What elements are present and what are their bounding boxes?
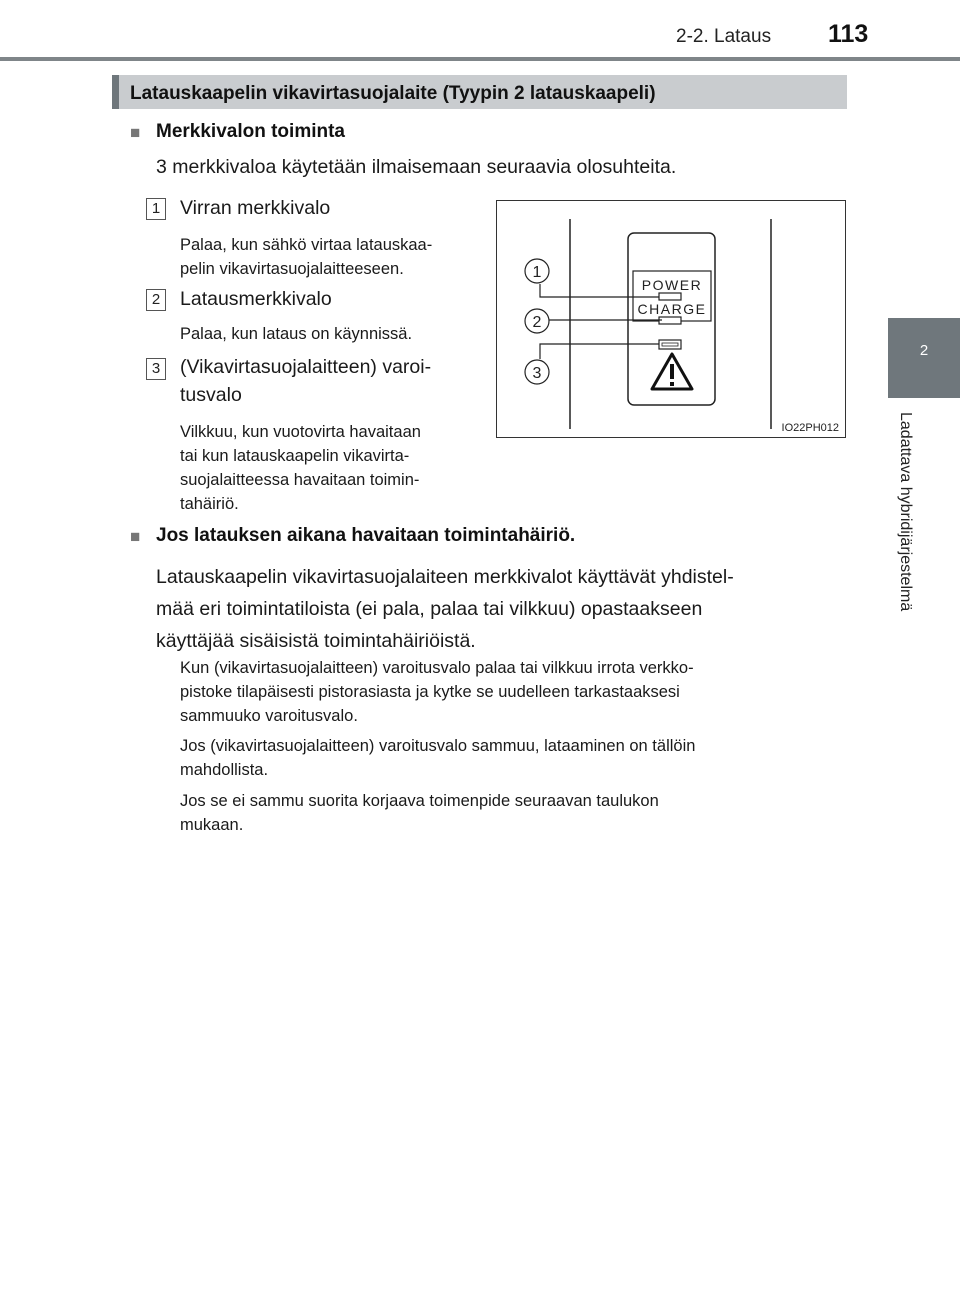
item-description-line: tai kun latauskaapelin vikavirta-: [180, 447, 410, 465]
section2-paragraph: [180, 789, 839, 837]
callout-number: 2: [532, 314, 542, 331]
item-title: Virran merkkivalo: [180, 197, 331, 219]
item-description-line: suojalaitteessa havaitaan toimin-: [180, 471, 420, 489]
item-title-line: (Vikavirtasuojalaitteen) varoi-: [180, 356, 432, 378]
section-label: 2-2. Lataus: [676, 26, 772, 47]
section2-intro: [156, 561, 839, 657]
item-description-line: tahäiriö.: [180, 495, 239, 513]
item-description-line: Vilkkuu, kun vuotovirta havaitaan: [180, 423, 421, 441]
power-label: POWER: [641, 277, 703, 293]
item-title-line: tusvalo: [180, 384, 242, 406]
paragraph-line: sammuuko varoitusvalo.: [180, 707, 358, 725]
section2-paragraph: [180, 734, 839, 782]
bullet-square-icon: ■: [130, 527, 141, 546]
paragraph-line: Jos (vikavirtasuojalaitteen) varoitusvalo sammuu, lataaminen on tällöin: [180, 737, 696, 755]
item-description-line: Palaa, kun sähkö virtaa latauskaa-: [180, 236, 433, 254]
charge-lamp: [659, 317, 681, 324]
section2-intro-line: mää eri toimintatiloista (ei pala, palaa tai vilkkuu) opastaakseen: [156, 598, 703, 620]
item-title: Latausmerkkivalo: [180, 288, 332, 310]
paragraph-line: Kun (vikavirtasuojalaitteen) varoitusvalo palaa tai vilkkuu irrota verkko-: [180, 659, 694, 677]
callout-number: 1: [532, 264, 542, 281]
bullet-square-icon: ■: [130, 123, 141, 142]
paragraph-line: pistoke tilapäisesti pistorasiasta ja kytke se uudelleen tarkastaaksesi: [180, 683, 680, 701]
figure-code: IO22PH012: [781, 422, 839, 434]
page-number: 113: [828, 20, 869, 48]
section2-paragraph: [180, 656, 839, 728]
item-description-line: pelin vikavirtasuojalaitteeseen.: [180, 260, 404, 278]
paragraph-line: mahdollista.: [180, 761, 269, 779]
section2-intro-line: käyttäjää sisäisistä toimintahäiriöistä.: [156, 630, 476, 652]
callout-number: 3: [532, 365, 542, 382]
header-rule: [0, 57, 960, 61]
banner-title: Latauskaapelin vikavirtasuojalaite (Tyypin 2 latauskaapeli): [130, 83, 656, 104]
power-lamp: [659, 293, 681, 300]
paragraph-line: mukaan.: [180, 816, 244, 834]
section2-intro-line: Latauskaapelin vikavirtasuojalaiteen merkkivalot käyttävät yhdistel-: [156, 566, 734, 588]
section1-heading: Merkkivalon toiminta: [156, 121, 345, 142]
indicator-figure: [496, 200, 846, 438]
item-number-badge: 1: [146, 198, 166, 220]
item-number-badge: 3: [146, 358, 166, 380]
charge-label: CHARGE: [637, 301, 707, 317]
chapter-number: 2: [919, 342, 929, 359]
section2-heading: Jos latauksen aikana havaitaan toimintahäiriö.: [156, 525, 576, 546]
chapter-title: Ladattava hybridijärjestelmä: [897, 412, 914, 612]
section1-intro: 3 merkkivaloa käytetään ilmaisemaan seuraavia olosuhteita.: [156, 156, 677, 178]
paragraph-line: Jos se ei sammu suorita korjaava toimenpide seuraavan taulukon: [180, 792, 659, 810]
indicator-diagram: [497, 201, 844, 436]
item-description-line: Palaa, kun lataus on käynnissä.: [180, 325, 413, 343]
item-description: [180, 420, 476, 516]
item-number-badge: 2: [146, 289, 166, 311]
